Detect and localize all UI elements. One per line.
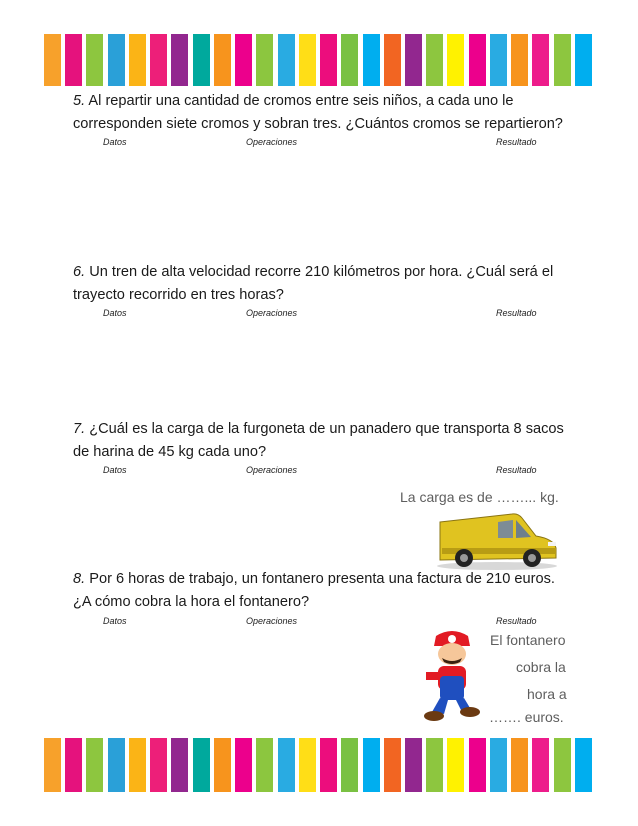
color-stripe <box>129 34 146 86</box>
color-stripe <box>129 738 146 792</box>
color-stripe <box>65 34 82 86</box>
plumber-character <box>420 628 484 723</box>
color-stripe <box>256 34 273 86</box>
color-stripe <box>299 738 316 792</box>
color-stripe <box>150 738 167 792</box>
color-stripe <box>575 738 592 792</box>
color-stripe <box>532 34 549 86</box>
problem-text: Al repartir una cantidad de cromos entre seis niños, a cada uno le <box>85 93 514 109</box>
color-stripe <box>214 34 231 86</box>
color-stripe <box>447 34 464 86</box>
color-stripe <box>193 34 210 86</box>
color-stripe <box>320 34 337 86</box>
color-stripe <box>150 34 167 86</box>
color-stripe <box>469 34 486 86</box>
color-stripe <box>575 34 592 86</box>
color-stripe <box>108 34 125 86</box>
answer-8-line-2: cobra la <box>516 659 566 675</box>
color-stripe <box>554 34 571 86</box>
operaciones-label: Operaciones <box>246 137 298 147</box>
color-stripe <box>426 34 443 86</box>
color-stripe <box>256 738 273 792</box>
problem-5 <box>73 90 573 136</box>
color-stripe <box>490 738 507 792</box>
answer-7-text: La carga es de ……... kg. <box>400 489 559 505</box>
color-stripe <box>299 34 316 86</box>
answer-8-line-3: hora a <box>527 686 567 702</box>
problem-number: 8. <box>73 571 86 587</box>
color-stripe <box>532 738 549 792</box>
color-stripe <box>490 34 507 86</box>
operaciones-label: Operaciones <box>246 616 298 626</box>
color-stripe <box>469 738 486 792</box>
operaciones-label: Operaciones <box>246 465 298 475</box>
top-color-stripes <box>44 34 592 86</box>
problem-text: Un tren de alta velocidad recorre 210 kilómetros por hora. ¿Cuál será el <box>85 264 554 280</box>
problem-text: trayecto recorrido en tres horas? <box>73 287 284 303</box>
color-stripe <box>235 738 252 792</box>
problem-7 <box>73 418 573 464</box>
color-stripe <box>384 738 401 792</box>
problem-8 <box>73 568 573 614</box>
problem-number: 7. <box>73 421 86 437</box>
color-stripe <box>341 738 358 792</box>
datos-label: Datos <box>103 137 127 147</box>
problem-text: Por 6 horas de trabajo, un fontanero presenta una factura de 210 euros. <box>85 571 555 587</box>
bottom-color-stripes <box>44 738 592 792</box>
color-stripe <box>554 738 571 792</box>
color-stripe <box>214 738 231 792</box>
problem-number: 5. <box>73 93 86 109</box>
resultado-label: Resultado <box>496 308 537 318</box>
problem-number: 6. <box>73 264 86 280</box>
problem-6 <box>73 261 573 307</box>
color-stripe <box>511 738 528 792</box>
color-stripe <box>384 34 401 86</box>
color-stripe <box>426 738 443 792</box>
color-stripe <box>405 34 422 86</box>
color-stripe <box>363 34 380 86</box>
color-stripe <box>341 34 358 86</box>
problem-text: corresponden siete cromos y sobran tres. ¿Cuántos cromos se repartieron? <box>73 116 563 132</box>
resultado-label: Resultado <box>496 616 537 626</box>
color-stripe <box>278 738 295 792</box>
color-stripe <box>65 738 82 792</box>
datos-label: Datos <box>103 616 127 626</box>
problem-text: ¿Cuál es la carga de la furgoneta de un panadero que transporta 8 sacos <box>85 421 564 437</box>
color-stripe <box>235 34 252 86</box>
color-stripe <box>363 738 380 792</box>
color-stripe <box>447 738 464 792</box>
resultado-label: Resultado <box>496 465 537 475</box>
datos-label: Datos <box>103 465 127 475</box>
problem-text: ¿A cómo cobra la hora el fontanero? <box>73 594 310 610</box>
resultado-label: Resultado <box>496 137 537 147</box>
color-stripe <box>86 738 103 792</box>
color-stripe <box>108 738 125 792</box>
color-stripe <box>171 34 188 86</box>
color-stripe <box>405 738 422 792</box>
answer-8-line-4: ……. euros. <box>489 709 564 725</box>
color-stripe <box>193 738 210 792</box>
datos-label: Datos <box>103 308 127 318</box>
color-stripe <box>511 34 528 86</box>
color-stripe <box>44 34 61 86</box>
problem-text: de harina de 45 kg cada uno? <box>73 444 267 460</box>
operaciones-label: Operaciones <box>246 308 298 318</box>
color-stripe <box>86 34 103 86</box>
answer-8-line-1: El fontanero <box>490 632 566 648</box>
color-stripe <box>171 738 188 792</box>
color-stripe <box>44 738 61 792</box>
color-stripe <box>278 34 295 86</box>
van-illustration <box>434 508 560 570</box>
color-stripe <box>320 738 337 792</box>
